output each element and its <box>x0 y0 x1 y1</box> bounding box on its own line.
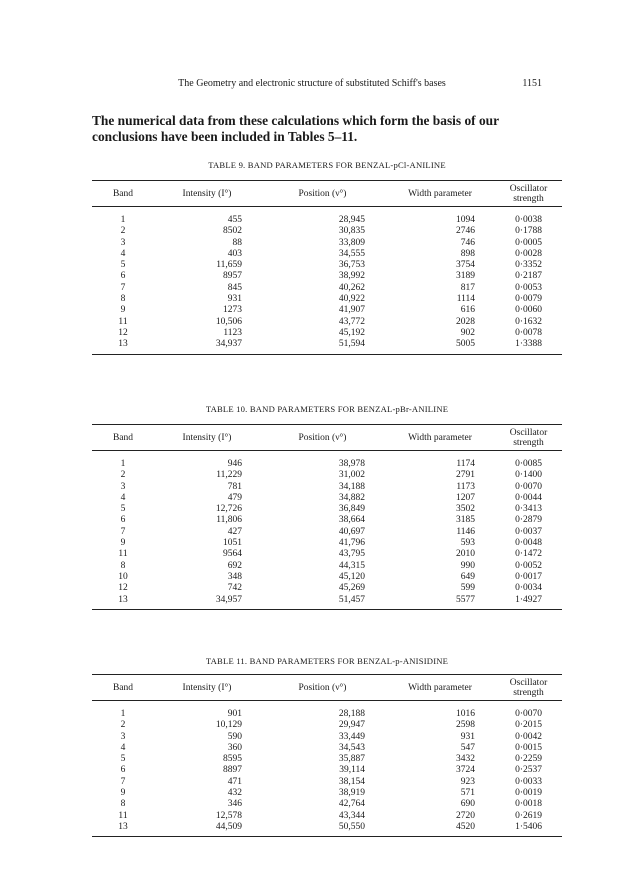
table-row <box>92 561 562 572</box>
band-cell: 1 <box>120 215 126 225</box>
band-cell: 2 <box>120 470 126 481</box>
table-row <box>92 328 562 339</box>
band-cell: 8 <box>120 799 126 810</box>
oscillator-cell: 0·0052 <box>515 560 542 571</box>
band-cell: 9 <box>120 538 126 549</box>
table-10-body <box>92 451 562 610</box>
table-row <box>92 482 562 493</box>
intensity-cell: 427 <box>227 526 242 537</box>
oscillator-cell: 0·0060 <box>515 305 542 316</box>
position-cell: 35,887 <box>338 754 365 765</box>
col-position-header: Position (ν°) <box>260 425 385 451</box>
oscillator-cell: 0·2619 <box>515 810 542 821</box>
width-cell: 923 <box>460 776 475 787</box>
oscillator-cell: 0·0017 <box>515 571 542 582</box>
intensity-cell: 1051 <box>223 538 242 549</box>
table-9-caption: TABLE 9. BAND PARAMETERS FOR BENZAL-pCl-ANILINE <box>208 160 446 170</box>
width-cell: 599 <box>460 583 475 594</box>
intro-paragraph: The numerical data from these calculations which form the basis of our conclusions have been included in Tables 5–11. <box>92 113 499 144</box>
intensity-cell: 348 <box>227 571 242 582</box>
table-11-caption: TABLE 11. BAND PARAMETERS FOR BENZAL-p-ANISIDINE <box>205 656 449 666</box>
oscillator-cell: 0·0042 <box>515 731 542 742</box>
oscillator-cell: 0·0085 <box>515 459 542 469</box>
oscillator-cell: 0·0019 <box>515 788 542 799</box>
intensity-cell: 455 <box>227 215 242 225</box>
band-cell: 3 <box>120 731 126 742</box>
position-cell: 41,907 <box>338 305 365 316</box>
band-cell: 1 <box>120 709 126 719</box>
width-cell: 4520 <box>385 822 495 837</box>
running-head <box>0 78 624 92</box>
width-cell: 571 <box>460 788 475 799</box>
intensity-cell: 10,129 <box>215 720 242 731</box>
intensity-cell: 946 <box>227 459 242 469</box>
width-cell: 1146 <box>456 526 475 537</box>
position-cell: 31,002 <box>338 470 365 481</box>
table-9-body <box>92 207 562 355</box>
band-cell: 11 <box>118 810 128 821</box>
intensity-cell: 403 <box>227 248 242 259</box>
table-9 <box>92 180 562 355</box>
width-cell: 5577 <box>385 595 495 610</box>
intensity-cell: 11,229 <box>216 470 242 481</box>
table-row <box>92 226 562 237</box>
table-row <box>92 549 562 560</box>
oscillator-cell: 0·0044 <box>515 492 542 503</box>
intensity-cell: 901 <box>227 709 242 719</box>
table-10-caption: TABLE 10. BAND PARAMETERS FOR BENZAL-pBr-ANILINE <box>205 404 449 414</box>
intensity-cell: 845 <box>227 282 242 293</box>
intensity-cell: 471 <box>227 776 242 787</box>
oscillator-cell: 0·2259 <box>515 754 542 765</box>
position-cell: 43,795 <box>338 549 365 560</box>
oscillator-cell: 0·0005 <box>515 237 542 248</box>
position-cell: 51,594 <box>260 339 385 354</box>
width-cell: 3724 <box>456 765 475 776</box>
band-cell: 7 <box>120 526 126 537</box>
table-row <box>92 260 562 271</box>
col-oscillator-header: Oscillator strength <box>495 425 562 451</box>
oscillator-cell: 0·0038 <box>515 215 542 225</box>
table-row <box>92 720 562 731</box>
table-row <box>92 283 562 294</box>
width-cell: 990 <box>460 560 475 571</box>
width-cell: 1094 <box>456 215 475 225</box>
oscillator-cell: 0·2187 <box>515 271 542 282</box>
intensity-cell: 346 <box>227 799 242 810</box>
oscillator-cell: 0·0048 <box>515 538 542 549</box>
position-cell: 29,947 <box>338 720 365 731</box>
intensity-cell: 9564 <box>223 549 242 560</box>
position-cell: 34,882 <box>338 492 365 503</box>
position-cell: 38,919 <box>338 788 365 799</box>
oscillator-cell: 0·0034 <box>515 583 542 594</box>
table-row <box>92 317 562 328</box>
width-cell: 5005 <box>385 339 495 354</box>
band-cell: 12 <box>118 583 128 594</box>
band-cell: 9 <box>120 788 126 799</box>
band-cell: 6 <box>120 271 126 282</box>
band-cell: 6 <box>120 515 126 526</box>
position-cell: 36,753 <box>338 260 365 271</box>
band-cell: 10 <box>118 571 128 582</box>
intensity-cell: 8502 <box>223 226 242 237</box>
width-cell: 2598 <box>456 720 475 731</box>
position-cell: 43,772 <box>338 316 365 327</box>
band-cell: 4 <box>120 492 126 503</box>
width-cell: 1173 <box>456 481 475 492</box>
col-intensity-header: Intensity (I°) <box>154 675 260 701</box>
intensity-cell: 8957 <box>223 271 242 282</box>
position-cell: 45,269 <box>338 583 365 594</box>
col-position-header: Position (ν°) <box>260 181 385 207</box>
intensity-cell: 88 <box>232 237 242 248</box>
band-cell: 13 <box>92 822 154 837</box>
band-cell: 5 <box>120 504 126 515</box>
oscillator-cell: 0·1400 <box>515 470 542 481</box>
position-cell: 33,809 <box>338 237 365 248</box>
table-row <box>92 504 562 515</box>
band-cell: 7 <box>120 282 126 293</box>
width-cell: 3432 <box>456 754 475 765</box>
col-oscillator-header: Oscillator strength <box>495 181 562 207</box>
table-row <box>92 822 562 837</box>
table-row <box>92 207 562 227</box>
band-cell: 6 <box>120 765 126 776</box>
band-cell: 8 <box>120 560 126 571</box>
position-cell: 34,188 <box>338 481 365 492</box>
position-cell: 38,978 <box>338 459 365 469</box>
table-row <box>92 799 562 810</box>
position-cell: 38,154 <box>338 776 365 787</box>
table-row <box>92 294 562 305</box>
table-11 <box>92 674 562 837</box>
position-cell: 28,945 <box>338 215 365 225</box>
col-oscillator-header: Oscillator strength <box>495 675 562 701</box>
position-cell: 40,262 <box>338 282 365 293</box>
oscillator-cell: 0·1632 <box>515 316 542 327</box>
table-row <box>92 493 562 504</box>
width-cell: 817 <box>460 282 475 293</box>
table-header-row <box>92 675 562 701</box>
table-row <box>92 515 562 526</box>
col-position-header: Position (ν°) <box>260 675 385 701</box>
intensity-cell: 590 <box>227 731 242 742</box>
band-cell: 8 <box>120 294 126 305</box>
col-width-header: Width parameter <box>385 181 495 207</box>
width-cell: 1114 <box>456 294 475 305</box>
band-cell: 2 <box>120 720 126 731</box>
width-cell: 3754 <box>456 260 475 271</box>
table-row <box>92 777 562 788</box>
width-cell: 3502 <box>456 504 475 515</box>
band-cell: 5 <box>120 754 126 765</box>
table-row <box>92 339 562 354</box>
oscillator-cell: 0·0037 <box>515 526 542 537</box>
width-cell: 3189 <box>456 271 475 282</box>
width-cell: 746 <box>460 237 475 248</box>
position-cell: 30,835 <box>338 226 365 237</box>
band-cell: 3 <box>120 237 126 248</box>
position-cell: 38,992 <box>338 271 365 282</box>
width-cell: 3185 <box>456 515 475 526</box>
oscillator-cell: 0·2879 <box>515 515 542 526</box>
table-row <box>92 249 562 260</box>
band-cell: 1 <box>120 459 126 469</box>
intensity-cell: 8897 <box>223 765 242 776</box>
table-row <box>92 811 562 822</box>
intensity-cell: 8595 <box>223 754 242 765</box>
position-cell: 44,315 <box>338 560 365 571</box>
band-cell: 11 <box>118 549 128 560</box>
oscillator-cell: 0·0078 <box>515 327 542 338</box>
position-cell: 43,344 <box>338 810 365 821</box>
width-cell: 616 <box>460 305 475 316</box>
width-cell: 2010 <box>456 549 475 560</box>
position-cell: 45,120 <box>338 571 365 582</box>
oscillator-cell: 0·0018 <box>515 799 542 810</box>
intensity-cell: 1273 <box>223 305 242 316</box>
band-cell: 4 <box>120 248 126 259</box>
oscillator-cell: 0·0070 <box>515 481 542 492</box>
col-band-header: Band <box>92 425 154 451</box>
width-cell: 690 <box>460 799 475 810</box>
width-cell: 649 <box>460 571 475 582</box>
oscillator-cell: 0·0015 <box>515 742 542 753</box>
intensity-cell: 11,659 <box>216 260 242 271</box>
position-cell: 51,457 <box>260 595 385 610</box>
table-row <box>92 305 562 316</box>
running-head-title: The Geometry and electronic structure of substituted Schiff's bases <box>178 78 446 89</box>
width-cell: 547 <box>460 742 475 753</box>
position-cell: 28,188 <box>338 709 365 719</box>
band-cell: 7 <box>120 776 126 787</box>
table-row <box>92 743 562 754</box>
table-row <box>92 765 562 776</box>
col-intensity-header: Intensity (I°) <box>154 181 260 207</box>
position-cell: 36,849 <box>338 504 365 515</box>
table-row <box>92 538 562 549</box>
table-header-row <box>92 425 562 451</box>
band-cell: 3 <box>120 481 126 492</box>
intensity-cell: 692 <box>227 560 242 571</box>
width-cell: 2720 <box>456 810 475 821</box>
table-row <box>92 572 562 583</box>
table-row <box>92 595 562 610</box>
intensity-cell: 781 <box>227 481 242 492</box>
table-row <box>92 271 562 282</box>
intensity-cell: 34,957 <box>154 595 260 610</box>
intensity-cell: 11,806 <box>216 515 242 526</box>
oscillator-cell: 0·3413 <box>515 504 542 515</box>
table-row <box>92 238 562 249</box>
position-cell: 50,550 <box>260 822 385 837</box>
table-row <box>92 470 562 481</box>
intensity-cell: 360 <box>227 742 242 753</box>
intensity-cell: 432 <box>227 788 242 799</box>
oscillator-cell: 1·3388 <box>495 339 562 354</box>
width-cell: 1174 <box>456 459 475 469</box>
width-cell: 2746 <box>456 226 475 237</box>
intensity-cell: 12,578 <box>215 810 242 821</box>
intensity-cell: 10,506 <box>215 316 242 327</box>
table-11-body <box>92 701 562 837</box>
width-cell: 898 <box>460 248 475 259</box>
band-cell: 5 <box>120 260 126 271</box>
col-width-header: Width parameter <box>385 675 495 701</box>
col-width-header: Width parameter <box>385 425 495 451</box>
col-intensity-header: Intensity (I°) <box>154 425 260 451</box>
band-cell: 13 <box>92 595 154 610</box>
band-cell: 4 <box>120 742 126 753</box>
page-number: 1151 <box>522 78 542 89</box>
oscillator-cell: 0·3352 <box>515 260 542 271</box>
table-header-row <box>92 181 562 207</box>
width-cell: 1207 <box>456 492 475 503</box>
intensity-cell: 12,726 <box>215 504 242 515</box>
width-cell: 2791 <box>456 470 475 481</box>
intensity-cell: 34,937 <box>154 339 260 354</box>
col-band-header: Band <box>92 675 154 701</box>
width-cell: 593 <box>460 538 475 549</box>
oscillator-cell: 0·1788 <box>515 226 542 237</box>
oscillator-cell: 0·1472 <box>515 549 542 560</box>
band-cell: 9 <box>120 305 126 316</box>
width-cell: 1016 <box>456 709 475 719</box>
oscillator-cell: 0·0028 <box>515 248 542 259</box>
width-cell: 902 <box>460 327 475 338</box>
table-10 <box>92 424 562 610</box>
position-cell: 40,697 <box>338 526 365 537</box>
col-band-header: Band <box>92 181 154 207</box>
oscillator-cell: 1·4927 <box>495 595 562 610</box>
intensity-cell: 1123 <box>223 327 242 338</box>
position-cell: 39,114 <box>339 765 365 776</box>
table-row <box>92 583 562 594</box>
band-cell: 13 <box>92 339 154 354</box>
intensity-cell: 742 <box>227 583 242 594</box>
position-cell: 38,664 <box>338 515 365 526</box>
table-row <box>92 754 562 765</box>
oscillator-cell: 0·0053 <box>515 282 542 293</box>
position-cell: 34,543 <box>338 742 365 753</box>
position-cell: 33,449 <box>338 731 365 742</box>
table-row <box>92 527 562 538</box>
oscillator-cell: 0·0070 <box>515 709 542 719</box>
oscillator-cell: 0·0033 <box>515 776 542 787</box>
table-row <box>92 788 562 799</box>
oscillator-cell: 0·0079 <box>515 294 542 305</box>
width-cell: 931 <box>460 731 475 742</box>
intensity-cell: 479 <box>227 492 242 503</box>
oscillator-cell: 0·2537 <box>515 765 542 776</box>
band-cell: 2 <box>120 226 126 237</box>
position-cell: 40,922 <box>338 294 365 305</box>
table-row <box>92 732 562 743</box>
position-cell: 41,796 <box>338 538 365 549</box>
band-cell: 11 <box>118 316 128 327</box>
band-cell: 12 <box>118 327 128 338</box>
oscillator-cell: 0·2015 <box>515 720 542 731</box>
intensity-cell: 44,509 <box>154 822 260 837</box>
intensity-cell: 931 <box>227 294 242 305</box>
oscillator-cell: 1·5406 <box>495 822 562 837</box>
width-cell: 2028 <box>456 316 475 327</box>
position-cell: 45,192 <box>338 327 365 338</box>
position-cell: 34,555 <box>338 248 365 259</box>
position-cell: 42,764 <box>338 799 365 810</box>
table-row <box>92 701 562 721</box>
table-row <box>92 451 562 471</box>
